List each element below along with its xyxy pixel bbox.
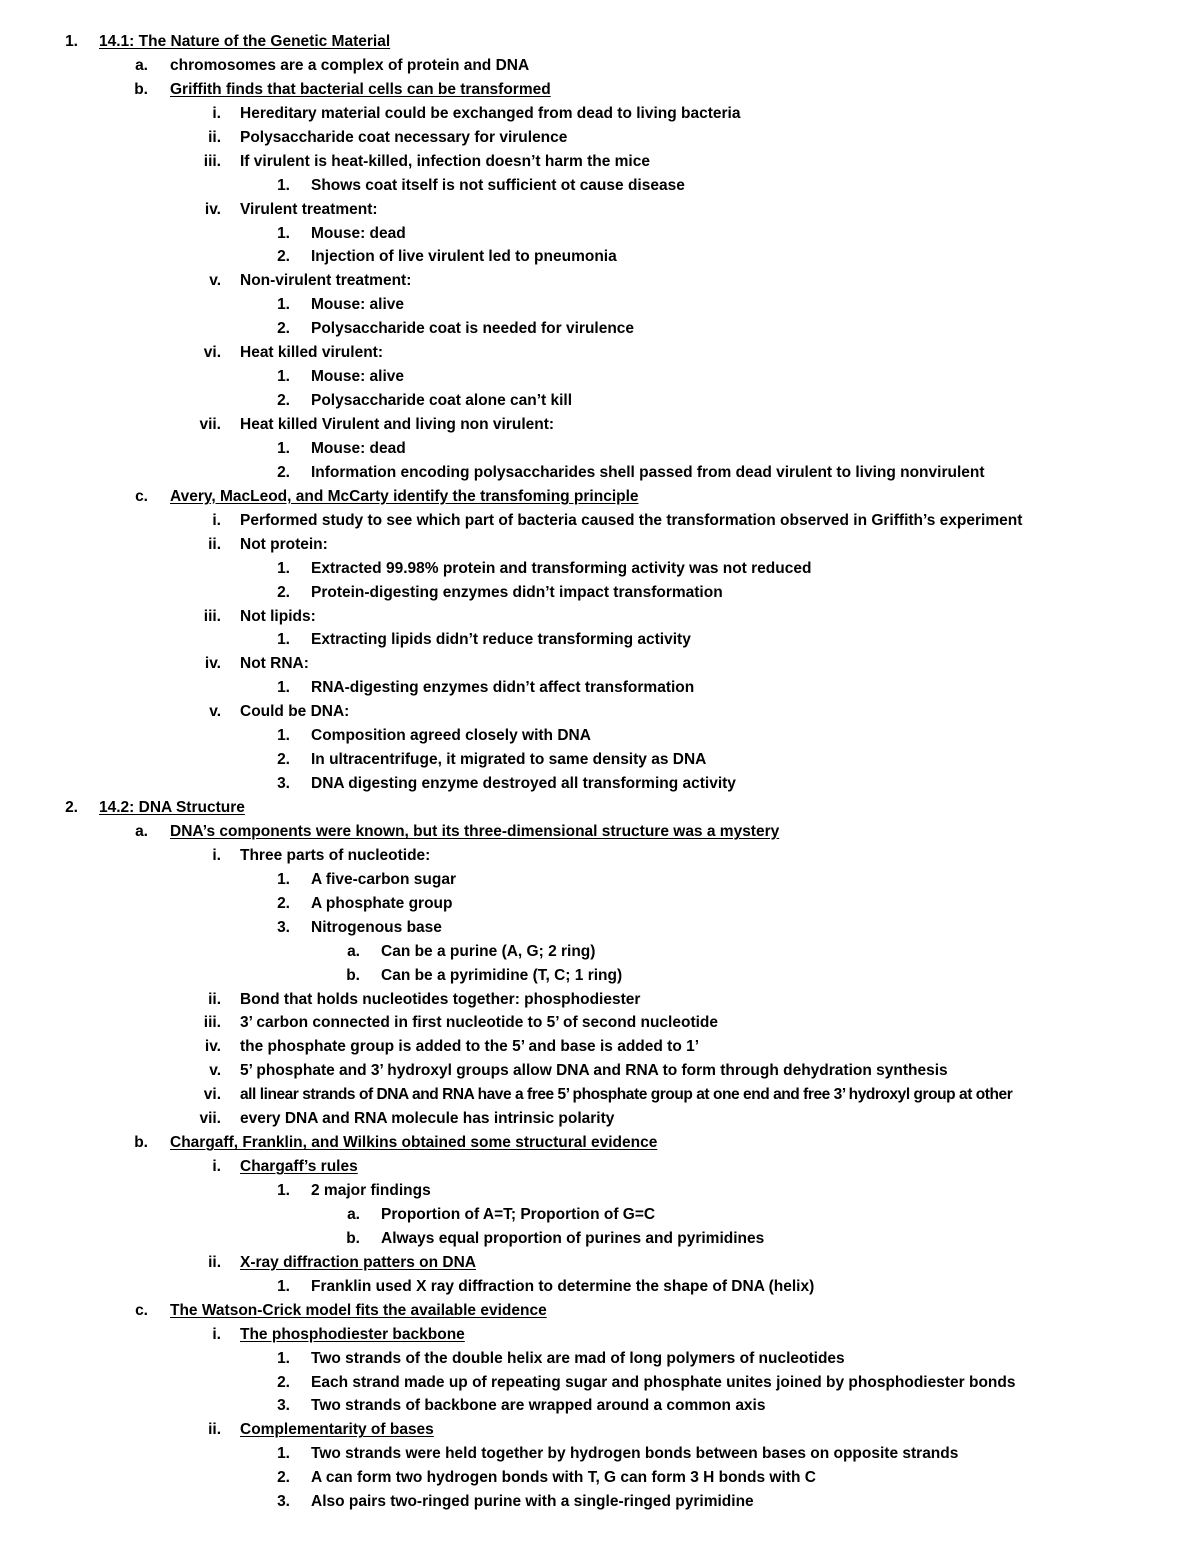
list-marker: iv. (204, 655, 221, 673)
list-marker: c. (135, 1301, 148, 1319)
list-item-text: chromosomes are a complex of protein and DNA (170, 56, 530, 74)
outline-item-level-4 (0, 293, 1200, 317)
outline-item-level-4 (0, 1466, 1200, 1490)
list-item-text: Shows coat itself is not sufficient ot cause disease (311, 176, 685, 194)
outline-item-level-4 (0, 437, 1200, 461)
outline-item-level-3 (0, 1083, 1200, 1107)
list-marker: v. (209, 272, 221, 290)
outline-item-level-2 (0, 485, 1200, 509)
list-item-text: Two strands of the double helix are mad of long polymers of nucleotides (311, 1349, 845, 1367)
outline-item-level-3 (0, 1011, 1200, 1035)
outline-item-level-5 (0, 1227, 1200, 1251)
outline-item-level-4 (0, 1371, 1200, 1395)
list-item-text: Extracted 99.98% protein and transforming activity was not reduced (311, 559, 812, 577)
section-heading: 14.1: The Nature of the Genetic Material (99, 33, 391, 50)
list-marker: i. (212, 1325, 221, 1343)
outline-item-level-3 (0, 198, 1200, 222)
outline-item-level-4 (0, 676, 1200, 700)
list-item-text: A can form two hydrogen bonds with T, G can form 3 H bonds with C (311, 1469, 816, 1487)
list-marker: iv. (204, 200, 221, 218)
list-marker: 1. (277, 224, 290, 242)
list-marker: v. (209, 1062, 221, 1080)
outline-item-level-3 (0, 1251, 1200, 1275)
outline-item-level-4 (0, 1179, 1200, 1203)
list-item-text: If virulent is heat-killed, infection doesn’t harm the mice (240, 152, 650, 170)
outline-item-level-4 (0, 1442, 1200, 1466)
list-marker: 3. (277, 775, 290, 793)
list-marker: 2. (277, 1373, 290, 1391)
list-item-text: Not protein: (240, 535, 328, 553)
list-marker: a. (347, 942, 360, 960)
list-marker: 1. (277, 176, 290, 194)
list-item-text: Mouse: dead (311, 224, 406, 242)
section-heading: X-ray diffraction patters on DNA (240, 1253, 476, 1271)
outline-list (0, 30, 1200, 1514)
outline-item-level-5 (0, 964, 1200, 988)
outline-item-level-3 (0, 1418, 1200, 1442)
list-marker: 1. (277, 559, 290, 577)
list-item-text: Proportion of A=T; Proportion of G=C (381, 1205, 656, 1223)
list-item-text: DNA digesting enzyme destroyed all transforming activity (311, 775, 736, 793)
list-item-text: Two strands were held together by hydrogen bonds between bases on opposite strands (311, 1445, 959, 1463)
list-marker: b. (346, 966, 360, 984)
outline-item-level-3 (0, 1323, 1200, 1347)
section-heading: The Watson-Crick model fits the available evidence (170, 1301, 547, 1319)
list-marker: 2. (277, 894, 290, 912)
outline-item-level-3 (0, 413, 1200, 437)
outline-item-level-4 (0, 557, 1200, 581)
list-marker: i. (212, 846, 221, 864)
list-marker: 1. (277, 439, 290, 457)
section-heading: The phosphodiester backbone (240, 1325, 465, 1343)
list-item-text: Protein-digesting enzymes didn’t impact transformation (311, 583, 723, 601)
list-item-text: RNA-digesting enzymes didn’t affect transformation (311, 679, 695, 697)
outline-item-level-4 (0, 916, 1200, 940)
list-marker: iii. (203, 1014, 221, 1032)
outline-item-level-4 (0, 868, 1200, 892)
outline-item-level-3 (0, 126, 1200, 150)
list-marker: 2. (277, 392, 290, 410)
list-item-text: Not lipids: (240, 607, 316, 625)
outline-item-level-4 (0, 772, 1200, 796)
outline-item-level-4 (0, 1394, 1200, 1418)
outline-item-level-4 (0, 365, 1200, 389)
list-marker: 3. (277, 1493, 290, 1511)
outline-item-level-4 (0, 724, 1200, 748)
list-marker: iii. (203, 607, 221, 625)
list-item-text: Mouse: dead (311, 439, 406, 457)
list-item-text: every DNA and RNA molecule has intrinsic polarity (240, 1110, 615, 1128)
outline-item-level-4 (0, 317, 1200, 341)
list-item-text: Bond that holds nucleotides together: phosphodiester (240, 990, 641, 1008)
list-marker: b. (346, 1229, 360, 1247)
list-marker: v. (209, 703, 221, 721)
section-heading: DNA’s components were known, but its three-dimensional structure was a mystery (170, 822, 780, 840)
outline-item-level-4 (0, 389, 1200, 413)
list-item-text: 5’ phosphate and 3’ hydroxyl groups allow DNA and RNA to form through dehydration synthesis (240, 1062, 948, 1080)
outline-item-level-1 (0, 30, 1200, 54)
outline-item-level-3 (0, 269, 1200, 293)
list-marker: i. (212, 1158, 221, 1176)
list-item-text: Heat killed Virulent and living non virulent: (240, 416, 555, 433)
list-item-text: Virulent treatment: (240, 200, 378, 218)
section-heading: Chargaff, Franklin, and Wilkins obtained some structural evidence (170, 1134, 658, 1152)
outline-item-level-4 (0, 222, 1200, 246)
outline-item-level-3 (0, 652, 1200, 676)
list-item-text: 3’ carbon connected in first nucleotide to 5’ of second nucleotide (240, 1014, 718, 1032)
list-item-text: the phosphate group is added to the 5’ and base is added to 1’ (240, 1038, 700, 1056)
list-marker: a. (135, 822, 148, 840)
list-item-text: Also pairs two-ringed purine with a single-ringed pyrimidine (311, 1493, 754, 1511)
list-item-text: Non-virulent treatment: (240, 272, 412, 290)
list-marker: 2. (277, 463, 290, 481)
outline-item-level-4 (0, 461, 1200, 485)
outline-item-level-2 (0, 820, 1200, 844)
list-item-text: Three parts of nucleotide: (240, 846, 431, 864)
list-marker: 1. (277, 727, 290, 745)
outline-item-level-3 (0, 988, 1200, 1012)
outline-item-level-3 (0, 700, 1200, 724)
list-marker: 1. (277, 296, 290, 314)
outline-item-level-1 (0, 796, 1200, 820)
list-item-text: Always equal proportion of purines and pyrimidines (381, 1229, 765, 1247)
list-marker: a. (135, 56, 148, 74)
list-marker: ii. (208, 990, 221, 1008)
list-marker: 1. (277, 631, 290, 649)
outline-item-level-2 (0, 78, 1200, 102)
list-item-text: A five-carbon sugar (311, 870, 456, 888)
outline-item-level-2 (0, 54, 1200, 78)
outline-item-level-2 (0, 1131, 1200, 1155)
list-marker: ii. (208, 128, 221, 146)
list-marker: a. (347, 1205, 360, 1223)
outline-item-level-5 (0, 940, 1200, 964)
list-marker: 1. (277, 870, 290, 888)
outline-item-level-4 (0, 1490, 1200, 1514)
outline-item-level-4 (0, 1275, 1200, 1299)
list-marker: c. (135, 487, 148, 505)
list-item-text: Polysaccharide coat is needed for virulence (311, 320, 635, 338)
list-marker: vii. (199, 416, 221, 433)
outline-item-level-3 (0, 102, 1200, 126)
list-marker: 2. (277, 751, 290, 769)
list-item-text: Can be a pyrimidine (T, C; 1 ring) (381, 966, 623, 984)
outline-item-level-4 (0, 1347, 1200, 1371)
list-marker: vii. (199, 1110, 221, 1128)
outline-item-level-4 (0, 581, 1200, 605)
list-item-text: all linear strands of DNA and RNA have a free 5’ phosphate group at one end and free 3’ hydroxyl group at other (240, 1086, 1013, 1104)
list-marker: 2. (65, 799, 78, 816)
list-item-text: Not RNA: (240, 655, 309, 673)
list-item-text: Composition agreed closely with DNA (311, 727, 591, 745)
list-marker: iii. (203, 152, 221, 170)
outline-item-level-3 (0, 1155, 1200, 1179)
list-marker: 3. (277, 918, 290, 936)
list-item-text: Can be a purine (A, G; 2 ring) (381, 942, 596, 960)
list-marker: iv. (204, 1038, 221, 1056)
list-marker: 3. (277, 1397, 290, 1415)
list-item-text: Could be DNA: (240, 703, 350, 721)
outline-item-level-4 (0, 174, 1200, 198)
outline-item-level-5 (0, 1203, 1200, 1227)
list-item-text: Performed study to see which part of bacteria caused the transformation observed in Griffith’s experiment (240, 511, 1023, 529)
list-item-text: Injection of live virulent led to pneumonia (311, 248, 617, 266)
list-item-text: Two strands of backbone are wrapped around a common axis (311, 1397, 766, 1415)
outline-item-level-3 (0, 150, 1200, 174)
list-marker: 2. (277, 320, 290, 338)
list-item-text: Heat killed virulent: (240, 344, 383, 362)
outline-item-level-4 (0, 628, 1200, 652)
outline-item-level-2 (0, 1299, 1200, 1323)
list-item-text: Nitrogenous base (311, 918, 442, 936)
list-marker: i. (212, 511, 221, 529)
outline-item-level-3 (0, 1107, 1200, 1131)
list-marker: i. (212, 104, 221, 122)
list-item-text: Extracting lipids didn’t reduce transforming activity (311, 631, 691, 649)
outline-item-level-4 (0, 748, 1200, 772)
list-marker: ii. (208, 535, 221, 553)
section-heading: Griffith finds that bacterial cells can be transformed (170, 80, 551, 98)
list-marker: 2. (277, 583, 290, 601)
section-heading: Avery, MacLeod, and McCarty identify the transfoming principle (170, 487, 639, 505)
section-heading: Chargaff’s rules (240, 1158, 358, 1176)
list-item-text: A phosphate group (311, 894, 453, 912)
list-item-text: Polysaccharide coat necessary for virulence (240, 128, 568, 146)
outline-item-level-3 (0, 509, 1200, 533)
list-marker: b. (134, 80, 148, 98)
outline-item-level-3 (0, 844, 1200, 868)
list-marker: 1. (277, 1182, 290, 1199)
outline-item-level-3 (0, 605, 1200, 629)
outline-item-level-3 (0, 1059, 1200, 1083)
outline-item-level-4 (0, 892, 1200, 916)
outline-item-level-3 (0, 341, 1200, 365)
list-marker: 1. (277, 1445, 290, 1463)
list-marker: b. (134, 1134, 148, 1152)
list-marker: 1. (277, 1277, 290, 1295)
list-marker: 2. (277, 248, 290, 266)
list-item-text: Hereditary material could be exchanged from dead to living bacteria (240, 104, 741, 122)
list-item-text: 2 major findings (311, 1182, 431, 1199)
list-marker: 1. (277, 1349, 290, 1367)
list-item-text: Information encoding polysaccharides shell passed from dead virulent to living nonvirulent (311, 463, 985, 481)
list-marker: 1. (277, 368, 290, 386)
list-item-text: Polysaccharide coat alone can’t kill (311, 392, 573, 410)
list-marker: 2. (277, 1469, 290, 1487)
list-item-text: In ultracentrifuge, it migrated to same density as DNA (311, 751, 707, 769)
list-marker: 1. (277, 679, 290, 697)
outline-item-level-3 (0, 533, 1200, 557)
section-heading: 14.2: DNA Structure (99, 799, 245, 816)
section-heading: Complementarity of bases (240, 1421, 434, 1439)
list-marker: ii. (208, 1253, 221, 1271)
list-item-text: Mouse: alive (311, 296, 405, 314)
list-marker: ii. (208, 1421, 221, 1439)
outline-item-level-4 (0, 245, 1200, 269)
outline-item-level-3 (0, 1035, 1200, 1059)
list-marker: 1. (65, 33, 78, 50)
list-item-text: Franklin used X ray diffraction to determine the shape of DNA (helix) (311, 1277, 815, 1295)
list-marker: vi. (203, 1086, 221, 1104)
list-item-text: Mouse: alive (311, 368, 405, 386)
list-marker: vi. (203, 344, 221, 362)
list-item-text: Each strand made up of repeating sugar and phosphate unites joined by phosphodiester bonds (311, 1373, 1016, 1391)
